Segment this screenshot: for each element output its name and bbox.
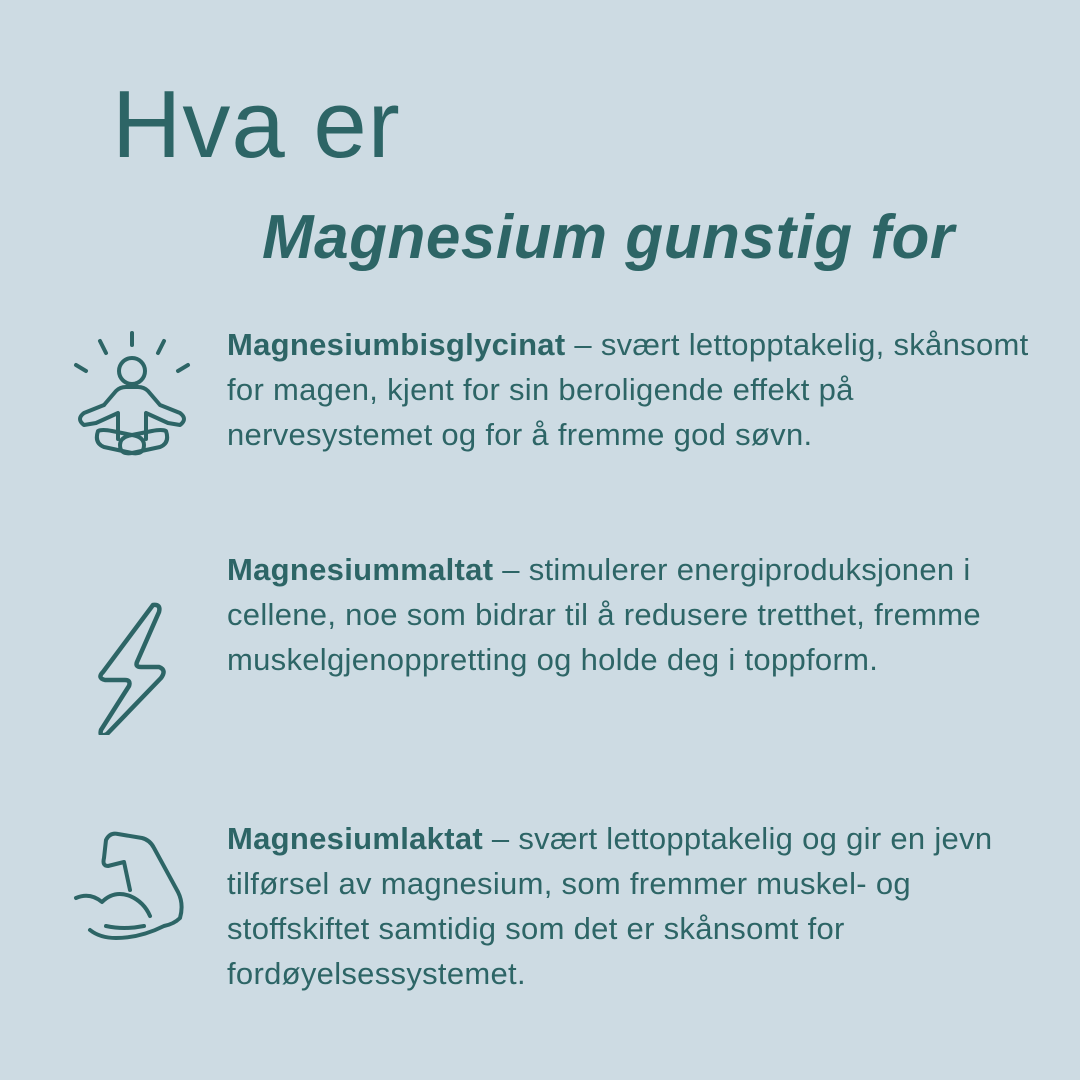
benefit-text [227, 547, 1047, 682]
benefit-description: – svært lettopptakelig og gir en jevn tilførsel av magnesium, som fremmer muskel- og stoffskiftet samtidig som det er skånsomt for fordøyelsessystemet. [227, 821, 993, 991]
lightning-bolt-icon [85, 600, 175, 735]
benefit-name: Magnesiummaltat [227, 552, 494, 587]
flexed-arm-icon [70, 830, 200, 950]
benefit-description: – svært lettopptakelig, skånsomt for magen, kjent for sin beroligende effekt på nervesystemet og for å fremme god søvn. [227, 327, 1029, 452]
benefit-text [227, 322, 1047, 457]
benefit-name: Magnesiumlaktat [227, 821, 484, 856]
meditation-icon [70, 327, 200, 462]
title-line-2: Magnesium gunstig for [262, 203, 955, 272]
title-line-1: Hva er [112, 71, 401, 178]
benefit-name: Magnesiumbisglycinat [227, 327, 566, 362]
benefit-text [227, 816, 1047, 996]
benefit-description: – stimulerer energiproduksjonen i cellene, noe som bidrar til å redusere tretthet, fremme muskelgjenoppretting og holde deg i toppform. [227, 552, 981, 677]
